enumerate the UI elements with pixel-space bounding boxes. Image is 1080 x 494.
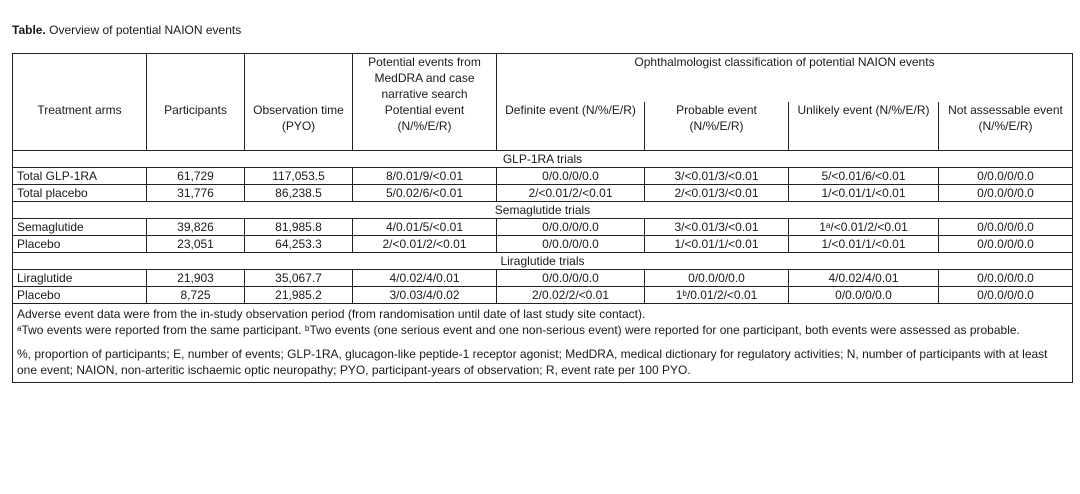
table-body: [13, 151, 1073, 304]
table-cell: 1/<0.01/1/<0.01: [789, 185, 939, 202]
table-cell: 8/0.01/9/<0.01: [353, 168, 497, 185]
table-cell: 2/0.02/2/<0.01: [497, 287, 645, 304]
table-cell: 21,903: [147, 270, 245, 287]
section-title: Liraglutide trials: [13, 253, 1073, 270]
treatment-arm-cell: Semaglutide: [13, 219, 147, 236]
column-header: Unlikely event (N/%/E/R): [789, 102, 939, 151]
section-title: Semaglutide trials: [13, 202, 1073, 219]
table-row: [13, 236, 1073, 253]
header-ophthalmologist-group: Ophthalmologist classification of potential NAION events: [497, 54, 1073, 103]
footnote-main: Adverse event data were from the in-study observation period (from randomisation until date of last study site contact).: [17, 307, 646, 321]
table-cell: 0/0.0/0/0.0: [645, 270, 789, 287]
table-cell: 81,985.8: [245, 219, 353, 236]
column-header: Definite event (N/%/E/R): [497, 102, 645, 151]
table-cell: 0/0.0/0/0.0: [497, 168, 645, 185]
caption-label: Table.: [12, 23, 46, 37]
table-cell: 0/0.0/0/0.0: [939, 168, 1073, 185]
table-cell: 2/<0.01/3/<0.01: [645, 185, 789, 202]
column-header: Participants: [147, 102, 245, 151]
table-cell: 4/0.02/4/0.01: [789, 270, 939, 287]
table-cell: 0/0.0/0/0.0: [939, 185, 1073, 202]
table-cell: 3/0.03/4/0.02: [353, 287, 497, 304]
footnotes: [13, 304, 1073, 383]
table-cell: 0/0.0/0/0.0: [497, 270, 645, 287]
table-cell: 86,238.5: [245, 185, 353, 202]
header-spacer: [13, 54, 147, 103]
table-caption: [12, 22, 241, 38]
table-cell: 21,985.2: [245, 287, 353, 304]
table-cell: 5/<0.01/6/<0.01: [789, 168, 939, 185]
table-cell: 0/0.0/0/0.0: [939, 270, 1073, 287]
section-row: [13, 202, 1073, 219]
column-header: Potential event (N/%/E/R): [353, 102, 497, 151]
table-cell: 8,725: [147, 287, 245, 304]
section-row: [13, 253, 1073, 270]
header-row-top: [13, 54, 1073, 103]
table-cell: 0/0.0/0/0.0: [497, 236, 645, 253]
treatment-arm-cell: Placebo: [13, 236, 147, 253]
header-spacer: [245, 54, 353, 103]
table-cell: 0/0.0/0/0.0: [789, 287, 939, 304]
footnote-ab: ᵃTwo events were reported from the same participant. ᵇTwo events (one serious event and one non-serious event) were reported for one participant, both events were assessed as probable.: [17, 323, 1020, 337]
header-spacer: [147, 54, 245, 103]
footnote-abbreviations: %, proportion of participants; E, number of events; GLP-1RA, glucagon-like peptide-1 receptor agonist; MedDRA, medical dictionary for regulatory activities; N, number of participants with at least one event; NAION, non-arteritic ischaemic optic neuropathy; PYO, participant-years of observation; R, event rate per 100 PYO.: [17, 347, 1048, 377]
table-row: [13, 270, 1073, 287]
table-cell: 1/<0.01/1/<0.01: [789, 236, 939, 253]
section-title: GLP-1RA trials: [13, 151, 1073, 168]
section-row: [13, 151, 1073, 168]
treatment-arm-cell: Placebo: [13, 287, 147, 304]
column-header: Probable event (N/%/E/R): [645, 102, 789, 151]
table-cell: 0/0.0/0/0.0: [939, 219, 1073, 236]
table-row: [13, 287, 1073, 304]
table-cell: 0/0.0/0/0.0: [497, 219, 645, 236]
table-cell: 64,253.3: [245, 236, 353, 253]
column-header: Observation time (PYO): [245, 102, 353, 151]
treatment-arm-cell: Total placebo: [13, 185, 147, 202]
table-cell: 31,776: [147, 185, 245, 202]
footnote-row: [13, 304, 1073, 383]
table-cell: 2/<0.01/2/<0.01: [497, 185, 645, 202]
table-cell: 23,051: [147, 236, 245, 253]
table-cell: 117,053.5: [245, 168, 353, 185]
table-cell: 2/<0.01/2/<0.01: [353, 236, 497, 253]
table-cell: 3/<0.01/3/<0.01: [645, 219, 789, 236]
treatment-arm-cell: Total GLP-1RA: [13, 168, 147, 185]
table-cell: 61,729: [147, 168, 245, 185]
table-cell: 5/0.02/6/<0.01: [353, 185, 497, 202]
table-cell: 0/0.0/0/0.0: [939, 287, 1073, 304]
caption-text: Overview of potential NAION events: [45, 23, 242, 37]
table-cell: 0/0.0/0/0.0: [939, 236, 1073, 253]
table-cell: 1ᵇ/0.01/2/<0.01: [645, 287, 789, 304]
column-header: Not assessable event (N/%/E/R): [939, 102, 1073, 151]
table-cell: 39,826: [147, 219, 245, 236]
table-cell: 1ᵃ/<0.01/2/<0.01: [789, 219, 939, 236]
table-row: [13, 185, 1073, 202]
table-row: [13, 219, 1073, 236]
table-cell: 3/<0.01/3/<0.01: [645, 168, 789, 185]
table-row: [13, 168, 1073, 185]
column-header: Treatment arms: [13, 102, 147, 151]
treatment-arm-cell: Liraglutide: [13, 270, 147, 287]
table-cell: 1/<0.01/1/<0.01: [645, 236, 789, 253]
table-cell: 35,067.7: [245, 270, 353, 287]
naion-events-table: [12, 53, 1073, 383]
table-cell: 4/0.01/5/<0.01: [353, 219, 497, 236]
header-row: [13, 102, 1073, 151]
table-cell: 4/0.02/4/0.01: [353, 270, 497, 287]
header-potential-group: Potential events from MedDRA and case narrative search: [353, 54, 497, 103]
